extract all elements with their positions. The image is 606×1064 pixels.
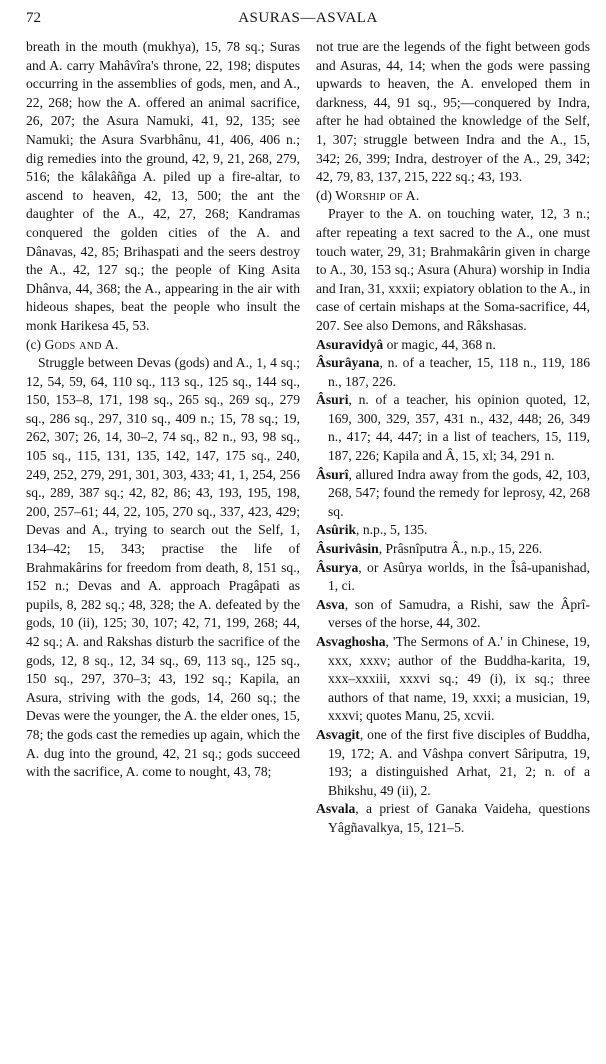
page-header <box>26 10 590 34</box>
entry-headword: Asvala <box>316 801 356 817</box>
entry-text: , n.p., 5, 135. <box>356 522 428 538</box>
subsection-title: Worship of A. <box>335 187 420 203</box>
index-entry <box>316 391 590 465</box>
index-entry <box>316 540 590 559</box>
entry-text: , son of Samudra, a Rishi, saw the Âprî-verses of the horse, 44, 302. <box>328 596 590 631</box>
entry-headword: Âsurivâsin <box>316 541 379 557</box>
running-head: ASURAS—ASVALA <box>238 10 378 26</box>
entry-text: , allured Indra away from the gods, 42, 103, 268, 547; found the remedy for leprosy, 42, 268 sq. <box>328 466 590 519</box>
entry-text: , one of the first five disciples of Buddha, 19, 172; A. and Vâshpa convert Sâriputra, 19, 193; a distinguished Arhat, 21, 2; n. of a Bhikshu, 49 (ii), 2. <box>328 726 590 798</box>
entry-text: , n. of a teacher, 15, 118 n., 119, 186 n., 187, 226. <box>328 355 590 389</box>
entry-paragraph: Prayer to the A. on touching water, 12, 3 n.; after repeating a text sacred to the A., one must touch water, 29, 31; Brahmakârin given in charge to A., 30, 153 sq.; Asura (Ahura) worship in India and Iran, 31, xxxii; expiatory oblation to the A., in case of certain mishaps at the Soma-sacrifice, 44, 207. See also Demons, and Râkshasas. <box>316 206 590 333</box>
subsection-heading <box>26 336 300 355</box>
subsection-label: (c) <box>26 336 42 352</box>
continued-text: breath in the mouth (mukhya), 15, 78 sq.; Suras and A. carry Mahâvîra's throne, 22, 198; disputes occurring in the assemblies of gods, men, and A., 22, 268; how the A. offered an animal sacrifice, 26, 207; the Asura Namuki, 41, 92, 135; see Namuki; the Asura Svarbhânu, 41, 406, 406 n.; dig remedies into the ground, 42, 9, 21, 268, 279, 516; the kâlakâñga A. piled up a fire-altar, to ascend to heaven, 42, 13, 500; the ant the daughter of the A., 42, 27, 268; Kandramas conquered the golden cities of the A. and Dânavas, 42, 85; Brihaspati and the seers destroy the A., 42, 127 sq.; the people of King Asita Dhânva, 44, 368; the A., appearing in the air with hideous shapes, beat the people who insult the monk Harikesa 45, 53. <box>26 39 300 333</box>
subsection-heading <box>316 187 590 206</box>
entry-headword: Âsuri <box>316 392 349 408</box>
index-entry <box>316 633 590 726</box>
entry-text: , 'The Sermons of A.' in Chinese, 19, xxx, xxxv; author of the Buddha-karita, 19, xxx–xxxiii, xxxvi sq.; 49 (i), ix sq.; three authors of that name, 19, xxxi; a musician, 19, xxxvi; quotes Manu, 25, xcvii. <box>328 634 590 724</box>
index-entry <box>316 521 590 540</box>
entry-headword: Âsurya <box>316 559 359 575</box>
index-entry <box>316 726 590 800</box>
index-entry <box>316 596 590 633</box>
entry-headword: Âsurî <box>316 466 349 482</box>
entry-headword: Asûrik <box>316 522 357 538</box>
entry-paragraph: Struggle between Devas (gods) and A., 1, 4 sq.; 12, 54, 59, 64, 110 sq., 113 sq., 125 sq., 144 sq., 150, 153–8, 171, 198 sq., 265 sq., 269 sq., 279 sq., 286 sq., 297, 310 sq., 409 n.; 15, 78 sq.; 19, 262, 307; 26, 14, 30–2, 74 sq., 82 n., 93, 98 sq., 105 sq., 115, 131, 135, 142, 147, 175 sq., 240, 249, 252, 279, 291, 301, 303, 433; 41, 1, 254, 256 sq., 289, 387 sq.; 42, 82, 86; 43, 193, 195, 198, 200, 257–61; 44, 22, 105, 270 sq., 337, 423, 429; Devas and A., trying to search out the Self, 1, 134–42; 15, 343; practise the life of Brahmakârins for freedom from death, 8, 151 sq., 152 n.; Devas and A. approach Pragâpati as pupils, 8, 282 sq.; 48, 328; the A. defeated by the gods, 10 (ii), 125; 30, 107; 42, 71, 199, 268; 44, 42 sq.; A. and Rakshas disturb the sacrifice of the gods, 12, 8 sq., 12, 34 sq., 69, 113 sq., 125 sq., 150 sq., 297, 370–3; 43, 192 sq.; Kapila, an Asura, striving with the gods, 14, 260 sq.; the Devas were the younger, the A. the elder ones, 15, 78; the gods cast the remedies up again, which the A. dug into the ground, 42, 21 sq.; gods succeed with the sacrifice, A. come to nought, 43, 78; <box>26 355 300 780</box>
left-column <box>26 38 300 838</box>
entry-headword: Asuravidyâ <box>316 336 384 352</box>
index-entry <box>316 466 590 522</box>
entry-headword: Asva <box>316 596 345 612</box>
entry-text: , n. of a teacher, his opinion quoted, 12, 169, 300, 329, 357, 431 n., 432, 448; 26, 349 n., 417; 44, 447; in a list of teachers, 15, 119, 187, 226; Kapila and Â, 15, xl; 34, 291 n. <box>328 392 590 464</box>
entry-headword: Asvaghosha <box>316 634 386 649</box>
page-number: 72 <box>26 10 41 26</box>
entry-text: , or Asûrya worlds, in the Îsâ-upanishad, 1, ci. <box>328 559 590 594</box>
right-column <box>316 38 590 838</box>
entry-text: , Prâsnîputra Â., n.p., 15, 226. <box>378 541 543 557</box>
entry-text: , a priest of Ganaka Vaideha, questions Yâgñavalkya, 15, 121–5. <box>328 801 590 835</box>
index-columns <box>26 38 590 838</box>
index-entry <box>316 354 590 391</box>
entry-headword: Âsurâyana <box>316 355 380 371</box>
index-entry <box>316 800 590 837</box>
subsection-title: Gods and A. <box>44 336 119 352</box>
entry-headword: Asvagit <box>316 726 360 742</box>
entry-text: or magic, 44, 368 n. <box>383 336 496 352</box>
continued-text: not true are the legends of the fight between gods and Asuras, 44, 14; when the gods were passing upwards to heaven, the A. enveloped them in darkness, 44, 91 sq., 95;—conquered by Indra, after he had obtained the knowledge of the Self, 1, 307; struggle between Indra and the A., 15, 342; 26, 399; Indra, destroyer of the A., 29, 342; 42, 79, 83, 137, 215, 222 sq.; 43, 193. <box>316 39 590 185</box>
index-entry <box>316 559 590 596</box>
subsection-label: (d) <box>316 187 332 203</box>
index-entry <box>316 336 590 355</box>
